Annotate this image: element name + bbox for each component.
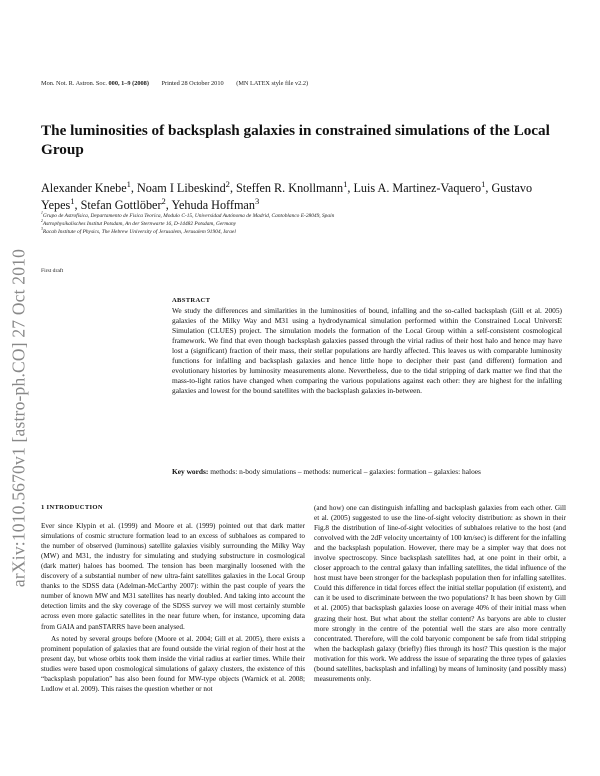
running-header: [41, 80, 308, 87]
printed-date: Printed 28 October 2010: [161, 80, 224, 87]
author-name: Gustavo Yepes: [41, 181, 533, 212]
right-column: [314, 503, 566, 684]
arxiv-sidebar: [4, 188, 34, 648]
author-affiliation-mark: 1: [481, 178, 486, 189]
journal-name: Mon. Not. R. Astron. Soc.: [41, 80, 107, 87]
author-affiliation-mark: 1: [126, 178, 131, 189]
author-name: Yehuda Hoffman: [171, 198, 255, 212]
intro-paragraph-1: Ever since Klypin et al. (1999) and Moore et al. (1999) pointed out that dark matter simulations of cosmic structure formation lead to an excess of subhaloes as compared to the number of observed (luminous) satellite galaxies visibly surrounding the Milky Way (MW) and M31, the industry for simulating and studying substructure in cosmological (dark matter) haloes has boomed. The tension has been marginally loosened with the discovery of a substantial number of new ultra-faint satellites galaxies in the Local Group thanks to the SDSS data (Adelman-McCarthy 2007): within the past couple of years the number of known MW and M31 satellites has nearly doubled. And taking into account the detection limits and the sky coverage of the SDSS survey we will most certainly stumble across even more galactic satellites in the near future when, for instance, upcoming data from GAIA and panSTARRS have been analysed.: [41, 522, 305, 631]
affiliation-3: $^3$Racah Institute of Physics, The Hebrew University of Jerusalem, Jerusalem 91904, Israel: [41, 227, 236, 236]
author-affiliation-mark: 3: [254, 195, 260, 206]
affiliation-mark: 3: [41, 227, 43, 232]
abstract-heading: ABSTRACT: [172, 297, 211, 304]
author-name: Noam I Libeskind: [136, 181, 226, 195]
author-list: Alexander Knebe$^1$, Noam I Libeskind$^2$, Steffen R. Knollmann$^1$, Luis A. Martinez-Vaquero$^1$, Gustavo Yepes$^1$, Stefan Gottlöber$^2$, Yehuda Hoffman$^3$: [41, 178, 533, 212]
keywords-label: Key words:: [172, 467, 209, 476]
author-name: Steffen R. Knollmann: [236, 181, 344, 195]
author-affiliation-mark: 1: [343, 178, 348, 189]
author-affiliation-mark: 1: [70, 195, 75, 206]
section-heading: 1 INTRODUCTION: [41, 504, 103, 511]
paper-title: The luminosities of backsplash galaxies in constrained simulations of the Local Group: [41, 122, 550, 158]
author-name: Alexander Knebe: [41, 181, 127, 195]
left-column: [41, 503, 305, 694]
abstract-text: We study the differences and similarities in the luminosities of bound, infalling and the so-called backsplash (Gill et al. 2005) galaxies of the Milky Way and M31 using a hydrodynamical simulation performed within the Constrained Local UniversE Simulation (CLUES) project. The simulation models the formation of the Local Group within a self-consistent cosmological framework. We find that even though backsplash galaxies passed through the virial radius of their host halo and hence may have lost a (significant) fraction of their mass, their stellar populations are hardly affected. This leaves us with comparable luminosity functions for infalling and backsplash galaxies and hence little hope to decipher their past (and different) formation and evolutionary histories by luminosity measurements alone. Nevertheless, due to the tidal stripping of dark matter we find that the mass-to-light ratios have changed when comparing the various populations against each other: they are highest for the infalling galaxies and lowest for the bound satellites with the backsplash galaxies in-between.: [172, 305, 562, 395]
intro-paragraph-3: (and how) one can distinguish infalling and backsplash galaxies from each other. Gill et al. (2005) suggested to use the line-of-sight velocity distribution: as shown in their Fig.8 the distribution of line-of-sight velocities of subhaloes relative to the host (and convolved with the 2dF velocity uncertainty of 100 km/sec) is different for the infalling and the backsplash population. However, there may be a simpler way that does not involve spectroscopy. Since backsplash satellites had, at one point in their orbit, a closer approach to the central galaxy than infalling satellites, the tidal influence of the host must have been stronger for the backsplash population then for infalling satellites. Could this difference in tidal forces effect the initial stellar population (if existent), and can it be used to discriminate between the two populations? It has been shown by Gill et al. (2005) that backsplash galaxies loose on average 40% of their initial mass when grazing their host. But what about the stellar content? As baryons are able to cluster more strongly in the centre of the potential well the stars are also more centrally concentrated. Therefore, will the cold baryonic component be safe from tidal stripping when the backsplash galaxy (briefly) flies through its host? This question is the major motivation for this work. We address the issue of separating the three types of galaxies (bound satellites, backsplash and infalling) by means of luminosity (and possibly mass) measurements only.: [314, 504, 566, 683]
affiliation-2: $^2$Astrophysikalisches Institut Potsdam, An der Sternwarte 16, D-14482 Potsdam, Germany: [41, 219, 237, 228]
journal-volume: 000, 1–9 (2008): [108, 80, 149, 87]
author-affiliation-mark: 2: [225, 178, 230, 189]
arxiv-identifier[interactable]: arXiv:1010.5670v1 [astro-ph.CO] 27 Oct 2010: [8, 248, 29, 588]
abstract-block: [172, 296, 562, 396]
affiliations: [41, 212, 561, 237]
author-name: Luis A. Martinez-Vaquero: [353, 181, 482, 195]
draft-label: First draft: [41, 268, 64, 274]
affiliation-1: $^1$Grupo de Astrofísica, Departamento de Fisica Teorica, Modulo C-15, Universidad Autónoma de Madrid, Cantoblanco E-28049, Spain: [41, 211, 335, 219]
style-file: (MN LATEX style file v2.2): [236, 80, 309, 87]
keywords-text: methods: n-body simulations – methods: numerical – galaxies: formation – galaxies: haloes: [210, 467, 481, 476]
keywords-block: [172, 467, 564, 477]
author-affiliation-mark: 2: [161, 195, 166, 206]
affiliation-mark: 1: [41, 211, 43, 216]
affiliation-mark: 2: [41, 219, 43, 224]
intro-paragraph-2: As noted by several groups before (Moore et al. 2004; Gill et al. 2005), there exists a prominent population of galaxies that are found outside the virial region of their host at the present day, but whose orbits took them inside the virial radius at earlier times. While their studies were based upon cosmological simulations of galaxy clusters, the existence of this “backsplash population” has also been found for MW-type objects (Warnick et al. 2008; Ludlow et al. 2009). This raises the question whether or not: [41, 634, 305, 693]
author-name: Stefan Gottlöber: [80, 198, 162, 212]
